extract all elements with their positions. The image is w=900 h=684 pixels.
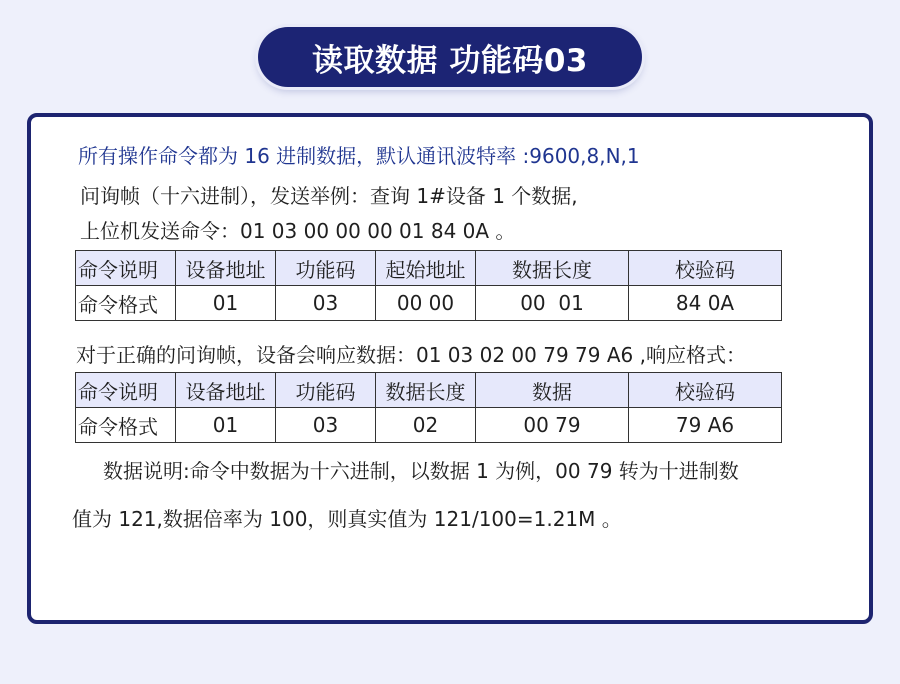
table-header-cell: 设备地址 bbox=[176, 251, 276, 286]
table-header-cell: 起始地址 bbox=[376, 251, 476, 286]
table-cell: 命令格式 bbox=[76, 286, 176, 321]
table-header-cell: 校验码 bbox=[629, 373, 782, 408]
table-header-cell: 数据 bbox=[476, 373, 629, 408]
table-header-cell: 功能码 bbox=[276, 373, 376, 408]
table-header-cell: 命令说明 bbox=[76, 251, 176, 286]
query-description: 问询帧（十六进制），发送举例：查询 1#设备 1 个数据, bbox=[80, 184, 578, 208]
table-row bbox=[76, 286, 782, 321]
table-cell: 03 bbox=[276, 286, 376, 321]
table-cell: 00 00 bbox=[376, 286, 476, 321]
table-header-cell: 设备地址 bbox=[176, 373, 276, 408]
table-header-cell: 命令说明 bbox=[76, 373, 176, 408]
table-header-cell: 数据长度 bbox=[476, 251, 629, 286]
table-header-cell: 校验码 bbox=[629, 251, 782, 286]
table-header-cell: 功能码 bbox=[276, 251, 376, 286]
table-cell: 命令格式 bbox=[76, 408, 176, 443]
request-format-table bbox=[75, 250, 782, 321]
response-format-table bbox=[75, 372, 782, 443]
page-title: 读取数据 功能码03 bbox=[312, 42, 588, 79]
table-cell: 03 bbox=[276, 408, 376, 443]
table-cell: 79 A6 bbox=[629, 408, 782, 443]
table-cell: 01 bbox=[176, 408, 276, 443]
table-cell: 00 01 bbox=[476, 286, 629, 321]
table-cell: 01 bbox=[176, 286, 276, 321]
table-cell: 00 79 bbox=[476, 408, 629, 443]
table-cell: 84 0A bbox=[629, 286, 782, 321]
response-description: 对于正确的问询帧，设备会响应数据：01 03 02 00 79 79 A6 ,响应格式： bbox=[76, 343, 746, 367]
data-explanation-line2: 值为 121,数据倍率为 100，则真实值为 121/100=1.21M 。 bbox=[72, 507, 622, 531]
intro-text: 所有操作命令都为 16 进制数据，默认通讯波特率 :9600,8,N,1 bbox=[78, 144, 640, 168]
table-header-row bbox=[76, 251, 782, 286]
table-header-cell: 数据长度 bbox=[376, 373, 476, 408]
table-header-row bbox=[76, 373, 782, 408]
table-cell: 02 bbox=[376, 408, 476, 443]
title-banner bbox=[258, 27, 642, 87]
host-command-text: 上位机发送命令：01 03 00 00 00 01 84 0A 。 bbox=[80, 219, 516, 243]
data-explanation-line1: 数据说明:命令中数据为十六进制，以数据 1 为例，00 79 转为十进制数 bbox=[103, 459, 739, 483]
table-row bbox=[76, 408, 782, 443]
